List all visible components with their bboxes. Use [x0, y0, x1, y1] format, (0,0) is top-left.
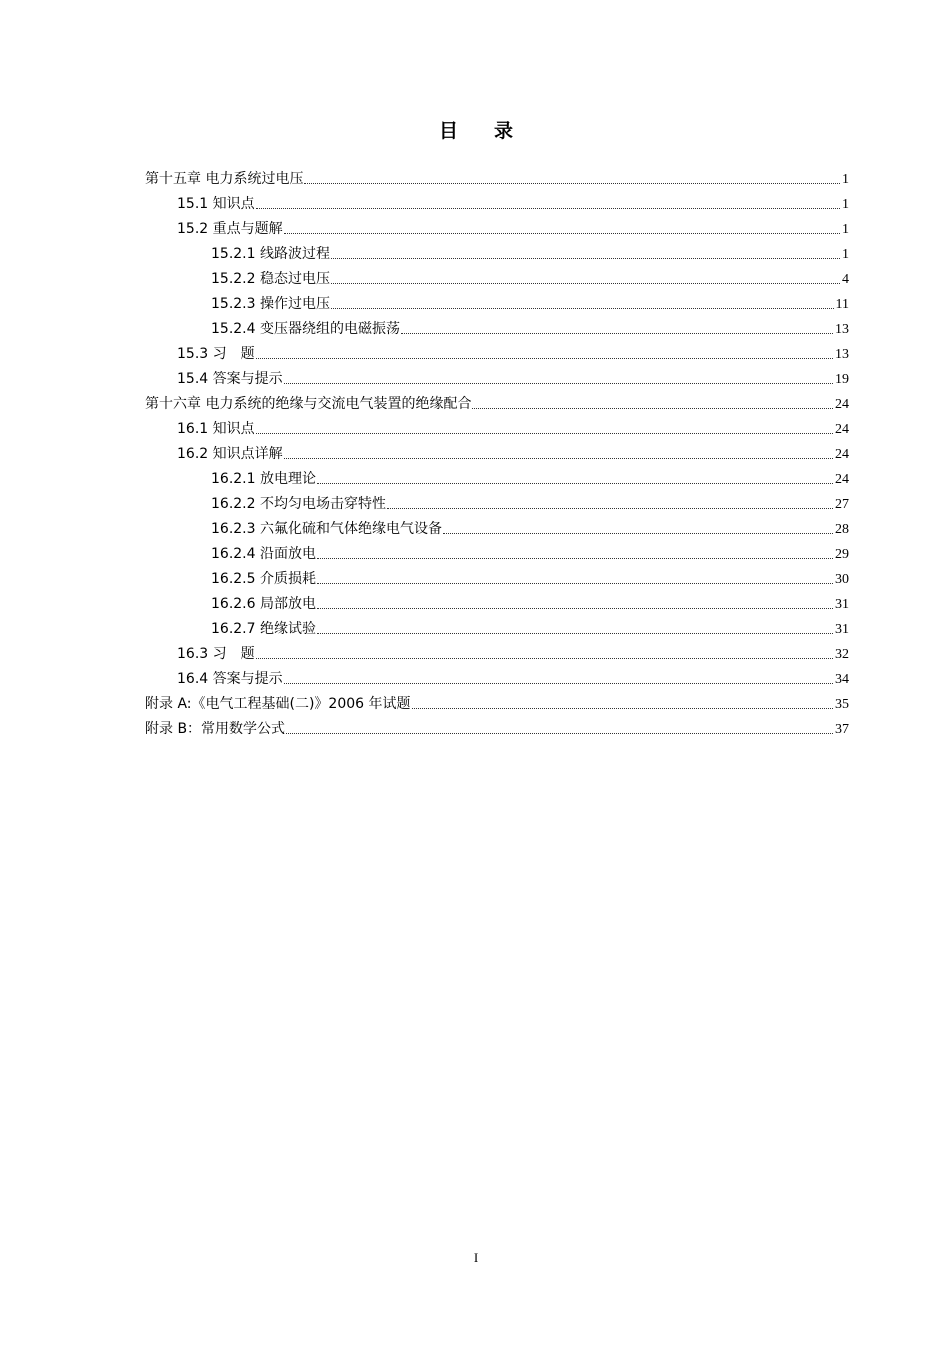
toc-dot-leader	[331, 257, 840, 259]
toc-dot-leader	[304, 182, 840, 184]
toc-entry-label: 16.4 答案与提示	[177, 671, 283, 687]
toc-dot-leader	[401, 332, 833, 334]
toc-entry[interactable]	[145, 592, 849, 617]
toc-entry-page: 1	[842, 247, 849, 262]
toc-entry[interactable]	[145, 167, 849, 192]
toc-entry-label: 15.1 知识点	[177, 196, 255, 212]
toc-entry[interactable]	[145, 342, 849, 367]
toc-dot-leader	[317, 607, 833, 609]
toc-dot-leader	[256, 357, 833, 359]
toc-entry[interactable]	[145, 492, 849, 517]
toc-entry-label: 16.2.2 不均匀电场击穿特性	[211, 496, 386, 512]
toc-entry-label: 15.2.2 稳态过电压	[211, 271, 330, 287]
toc-dot-leader	[472, 407, 833, 409]
page-title-left: 目	[438, 120, 458, 142]
toc-entry-label: 16.1 知识点	[177, 421, 255, 437]
toc-entry-label: 15.2.4 变压器绕组的电磁振荡	[211, 321, 400, 337]
toc-entry-page: 30	[835, 572, 849, 587]
toc-entry[interactable]	[145, 292, 849, 317]
toc-entry-page: 34	[835, 672, 849, 687]
toc-entry-page: 32	[835, 647, 849, 662]
toc-entry-label: 15.2 重点与题解	[177, 221, 283, 237]
toc-entry-page: 27	[835, 497, 849, 512]
toc-entry-label: 16.2.5 介质损耗	[211, 571, 316, 587]
toc-entry-label: 16.2.4 沿面放电	[211, 546, 316, 562]
toc-entry-label: 第十六章 电力系统的绝缘与交流电气装置的绝缘配合	[145, 396, 472, 412]
toc-entry[interactable]	[145, 692, 849, 717]
toc-entry[interactable]	[145, 442, 849, 467]
toc-entry-label: 附录 A:《电气工程基础(二)》2006 年试题	[145, 696, 411, 712]
toc-entry[interactable]	[145, 567, 849, 592]
toc-entry-page: 28	[835, 522, 849, 537]
toc-entry[interactable]	[145, 192, 849, 217]
page-title-right: 录	[494, 120, 514, 142]
toc-entry-label: 15.2.3 操作过电压	[211, 296, 330, 312]
toc-entry-label: 16.2.6 局部放电	[211, 596, 316, 612]
toc-dot-leader	[256, 207, 840, 209]
toc-entry-page: 24	[835, 447, 849, 462]
toc-entry-label: 16.2.7 绝缘试验	[211, 621, 316, 637]
toc-entry-label: 16.3 习 题	[177, 646, 255, 662]
toc-entry[interactable]	[145, 217, 849, 242]
toc-entry-page: 35	[835, 697, 849, 712]
toc-entry-page: 24	[835, 422, 849, 437]
toc-entry-page: 29	[835, 547, 849, 562]
toc-entry-label: 15.3 习 题	[177, 346, 255, 362]
toc-entry-page: 4	[842, 272, 849, 287]
toc-entry[interactable]	[145, 717, 849, 742]
toc-entry[interactable]	[145, 617, 849, 642]
toc-entry-label: 16.2 知识点详解	[177, 446, 283, 462]
toc-entry-page: 24	[835, 397, 849, 412]
toc-entry-page: 13	[835, 347, 849, 362]
toc-entry-label: 16.2.1 放电理论	[211, 471, 316, 487]
toc-dot-leader	[317, 582, 833, 584]
toc-entry[interactable]	[145, 642, 849, 667]
toc-dot-leader	[286, 732, 833, 734]
page-number: I	[473, 1250, 479, 1265]
toc-dot-leader	[317, 557, 833, 559]
toc-entry-label: 16.2.3 六氟化硫和气体绝缘电气设备	[211, 521, 442, 537]
toc-entry[interactable]	[145, 367, 849, 392]
toc-entry[interactable]	[145, 392, 849, 417]
toc-entry[interactable]	[145, 542, 849, 567]
toc-entry-page: 11	[835, 297, 849, 312]
toc-dot-leader	[387, 507, 833, 509]
toc-dot-leader	[412, 707, 833, 709]
toc-entry-page: 24	[835, 472, 849, 487]
toc-entry-label: 15.2.1 线路波过程	[211, 246, 330, 262]
toc-entry-page: 19	[835, 372, 849, 387]
toc-dot-leader	[443, 532, 833, 534]
toc-entry[interactable]	[145, 517, 849, 542]
toc-dot-leader	[331, 307, 834, 309]
toc-entry-page: 13	[835, 322, 849, 337]
toc-entry-page: 31	[835, 622, 849, 637]
toc-entry-label: 第十五章 电力系统过电压	[145, 171, 304, 187]
toc-entry[interactable]	[145, 242, 849, 267]
toc-entry-page: 1	[842, 172, 849, 187]
toc-entry-label: 附录 B：常用数学公式	[145, 721, 286, 737]
toc-entry[interactable]	[145, 467, 849, 492]
toc-entry[interactable]	[145, 317, 849, 342]
table-of-contents	[145, 167, 849, 742]
toc-dot-leader	[256, 657, 833, 659]
toc-entry[interactable]	[145, 667, 849, 692]
toc-entry-page: 1	[842, 222, 849, 237]
toc-dot-leader	[331, 282, 840, 284]
toc-dot-leader	[284, 232, 840, 234]
toc-dot-leader	[256, 432, 833, 434]
toc-entry[interactable]	[145, 417, 849, 442]
toc-entry[interactable]	[145, 267, 849, 292]
toc-dot-leader	[284, 457, 833, 459]
page-title	[0, 116, 952, 143]
toc-dot-leader	[317, 632, 833, 634]
toc-entry-label: 15.4 答案与提示	[177, 371, 283, 387]
toc-dot-leader	[317, 482, 833, 484]
toc-dot-leader	[284, 382, 833, 384]
toc-entry-page: 31	[835, 597, 849, 612]
toc-dot-leader	[284, 682, 833, 684]
toc-entry-page: 1	[842, 197, 849, 212]
toc-entry-page: 37	[835, 722, 849, 737]
